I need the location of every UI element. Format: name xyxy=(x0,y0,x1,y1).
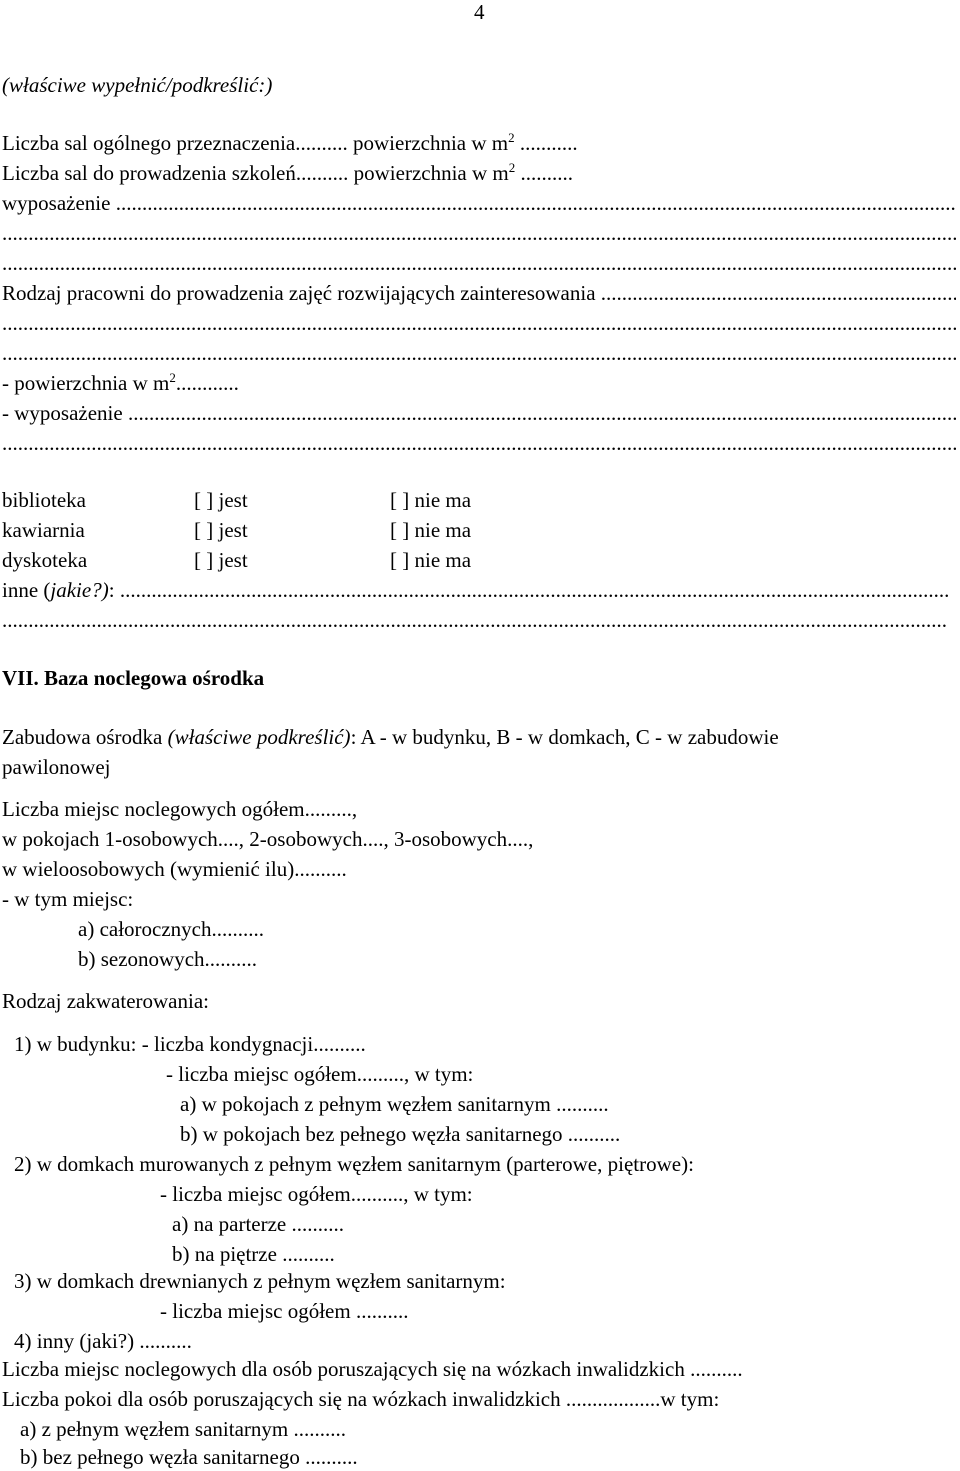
wooden-cottages-label: 3) w domkach drewnianych z pełnym węzłem sanitarnym: xyxy=(14,1269,506,1293)
building-places-label: - liczba miejsc ogółem xyxy=(166,1062,357,1086)
section-title: Baza noclegowa ośrodka xyxy=(44,666,265,690)
workshop-area-line: - powierzchnia w $m^2$............ xyxy=(2,370,239,395)
facility-row xyxy=(2,517,956,543)
fill-line xyxy=(2,430,956,456)
fill-line xyxy=(2,340,956,366)
seasonal-line: b) sezonowych.......... xyxy=(78,947,258,971)
wheelchair-rooms-line: Liczba pokoi dla osób poruszających się na wózkach inwalidzkich ..................w tym: xyxy=(2,1387,720,1411)
general-area-label: powierzchnia w m xyxy=(353,131,509,155)
other-colon: : xyxy=(108,578,115,602)
building-options: : A - w budynku, B - w domkach, C - w zabudowie xyxy=(350,725,779,749)
total-places-label: Liczba miejsc noclegowych ogółem xyxy=(2,797,305,821)
wheelchair-no-sanitary-label: b) bez pełnego węzła sanitarnego xyxy=(20,1445,300,1469)
section-number: VII. xyxy=(2,666,39,690)
workshop-area-label: - powierzchnia w m xyxy=(2,371,170,395)
building-options-cont: pawilonowej xyxy=(2,755,111,779)
building-floors-label: 1) w budynku: - liczba kondygnacji xyxy=(14,1032,314,1056)
workshops-line xyxy=(2,280,956,306)
wheelchair-places-line: Liczba miejsc noclegowych dla osób poruszających się na wózkach inwalidzkich .......... xyxy=(2,1357,743,1381)
ground-floor-line: a) na parterze .......... xyxy=(172,1212,344,1236)
building-full-sanitary-line: a) w pokojach z pełnym węzłem sanitarnym .......... xyxy=(180,1092,609,1116)
facility-row xyxy=(2,547,956,573)
upper-floor-line: b) na piętrze .......... xyxy=(172,1242,335,1266)
brick-cottages-label: 2) w domkach murowanych z pełnym węzłem sanitarnym (parterowe, piętrowe): xyxy=(14,1152,694,1176)
building-places-line: - liczba miejsc ogółem........., w tym: xyxy=(166,1062,474,1086)
facility-other-line xyxy=(2,577,948,603)
checkbox-nie-ma[interactable]: [ ] nie ma xyxy=(390,548,472,572)
building-floors-line: 1) w budynku: - liczba kondygnacji.......... xyxy=(14,1032,366,1056)
building-hint: (właściwe podkreślić) xyxy=(167,725,351,749)
building-no-sanitary-line: b) w pokojach bez pełnego węzła sanitarnego .......... xyxy=(180,1122,621,1146)
wooden-places-label: - liczba miejsc ogółem xyxy=(160,1299,351,1323)
upper-floor-label: b) na piętrze xyxy=(172,1242,277,1266)
wheelchair-no-sanitary-line: b) bez pełnego węzła sanitarnego .......... xyxy=(20,1445,358,1469)
multi-rooms-label: w wieloosobowych (wymienić ilu) xyxy=(2,857,295,881)
building-label: Zabudowa ośrodka xyxy=(2,725,163,749)
fill-dots xyxy=(115,577,948,603)
checkbox-nie-ma[interactable]: [ ] nie ma xyxy=(390,518,472,542)
training-rooms-line: Liczba sal do prowadzenia szkoleń.......... powierzchnia w $m^2$ .......... xyxy=(2,160,574,185)
fill-line xyxy=(2,220,956,246)
fill-dots xyxy=(123,400,956,426)
workshop-equipment-label: - wyposażenie xyxy=(2,401,123,425)
wooden-places-line: - liczba miejsc ogółem .......... xyxy=(160,1299,409,1323)
facility-row xyxy=(2,487,956,513)
year-round-line: a) całorocznych.......... xyxy=(78,917,264,941)
accommodation-type-label: Rodzaj zakwaterowania: xyxy=(2,989,209,1013)
general-rooms-line: Liczba sal ogólnego przeznaczenia.......... powierzchnia w $m^2$ ........... xyxy=(2,130,578,155)
building-full-sanitary-label: a) w pokojach z pełnym węzłem sanitarnym xyxy=(180,1092,551,1116)
fill-line xyxy=(2,310,956,336)
wheelchair-rooms-suffix: w tym: xyxy=(660,1387,720,1411)
training-rooms-label: Liczba sal do prowadzenia szkoleń xyxy=(2,161,296,185)
wheelchair-places-label: Liczba miejsc noclegowych dla osób poruszających się na wózkach inwalidzkich xyxy=(2,1357,685,1381)
facility-name: biblioteka xyxy=(2,488,86,512)
building-no-sanitary-label: b) w pokojach bez pełnego węzła sanitarnego xyxy=(180,1122,563,1146)
facility-name: kawiarnia xyxy=(2,518,85,542)
other-label: inne ( xyxy=(2,578,51,602)
checkbox-jest[interactable]: [ ] jest xyxy=(194,548,248,572)
checkbox-jest[interactable]: [ ] jest xyxy=(194,518,248,542)
brick-places-label: - liczba miejsc ogółem xyxy=(160,1182,351,1206)
incl-places-label: - w tym miejsc: xyxy=(2,887,134,911)
other-type-line: 4) inny (jaki?) .......... xyxy=(14,1329,192,1353)
rooms-capacity-line: w pokojach 1-osobowych...., 2-osobowych...., 3-osobowych...., xyxy=(2,827,534,851)
fill-line xyxy=(2,607,948,633)
building-type-line xyxy=(2,724,956,750)
other-type-label: 4) inny (jaki?) xyxy=(14,1329,135,1353)
equipment-line xyxy=(2,190,956,216)
facility-name: dyskoteka xyxy=(2,548,88,572)
seasonal-label: b) sezonowych xyxy=(78,947,205,971)
instruction-note: (właściwe wypełnić/podkreślić:) xyxy=(2,73,273,97)
wheelchair-full-sanitary-line: a) z pełnym węzłem sanitarnym .......... xyxy=(20,1417,346,1441)
workshops-label: Rodzaj pracowni do prowadzenia zajęć rozwijających zainteresowania xyxy=(2,281,596,305)
brick-places-suffix: , w tym: xyxy=(403,1182,473,1206)
training-area-label: powierzchnia w m xyxy=(353,161,509,185)
equipment-label: wyposażenie xyxy=(2,191,111,215)
general-rooms-label: Liczba sal ogólnego przeznaczenia xyxy=(2,131,296,155)
year-round-label: a) całorocznych xyxy=(78,917,212,941)
fill-line xyxy=(2,250,956,276)
workshop-equipment-line xyxy=(2,400,956,426)
other-italic: jakie?) xyxy=(50,578,109,602)
wheelchair-rooms-label: Liczba pokoi dla osób poruszających się na wózkach inwalidzkich xyxy=(2,1387,561,1411)
section-heading xyxy=(2,665,956,691)
total-places-line: Liczba miejsc noclegowych ogółem........., xyxy=(2,797,358,821)
sup-2: 2 xyxy=(508,130,515,145)
sup-2: 2 xyxy=(169,370,176,385)
fill-dots xyxy=(110,190,956,216)
checkbox-jest[interactable]: [ ] jest xyxy=(194,488,248,512)
wheelchair-full-sanitary-label: a) z pełnym węzłem sanitarnym xyxy=(20,1417,289,1441)
fill-dots xyxy=(596,280,956,306)
page-number: 4 xyxy=(474,0,485,24)
building-places-suffix: , w tym: xyxy=(403,1062,474,1086)
multi-rooms-line: w wieloosobowych (wymienić ilu).......... xyxy=(2,857,347,881)
ground-floor-label: a) na parterze xyxy=(172,1212,287,1236)
brick-places-line: - liczba miejsc ogółem.........., w tym: xyxy=(160,1182,473,1206)
sup-2: 2 xyxy=(508,160,516,175)
checkbox-nie-ma[interactable]: [ ] nie ma xyxy=(390,488,472,512)
